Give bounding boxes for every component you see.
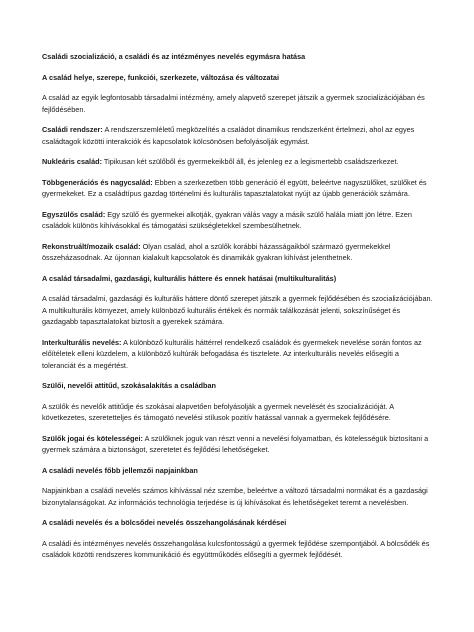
paragraph-text: A rendszerszemléletű megközelítés a családot dinamikus rendszerként értelmezi, ahol az egyes családtagok közötti interakciók és kapcsolatok kölcsönösen befolyásolják egymást. bbox=[42, 125, 415, 146]
paragraph bbox=[42, 177, 434, 200]
section-heading: A családi nevelés főbb jellemzői napjainkban bbox=[42, 465, 198, 475]
paragraph-term: Rekonstruált/mozaik család: bbox=[42, 241, 141, 251]
document-title: Családi szocializáció, a családi és az intézményes nevelés egymásra hatása bbox=[42, 52, 306, 61]
paragraph bbox=[42, 124, 434, 147]
section-heading: A családi nevelés és a bölcsődei nevelés összehangolásának kérdései bbox=[42, 518, 287, 527]
paragraph bbox=[42, 538, 434, 561]
paragraph bbox=[42, 485, 434, 508]
paragraph-text: Tipikusan két szülőből és gyermekeikből áll, és jelenleg ez a legismertebb családszerkezet. bbox=[102, 157, 399, 166]
paragraph-text: Napjainkban a családi nevelés számos kihívással néz szembe, beleértve a változó társadalmi normákat és a gazdasági bizonytalanságokat. Az információs technológia terjedése is új kihívásokat és lehetőségeket teremt a nevelésben. bbox=[42, 486, 428, 507]
paragraph bbox=[42, 156, 434, 168]
paragraph bbox=[42, 92, 434, 115]
paragraph bbox=[42, 433, 434, 456]
section-heading: A család társadalmi, gazdasági, kulturális háttere és ennek hatásai (multikulturalitás) bbox=[42, 273, 337, 283]
paragraph-term: Szülők jogai és kötelességei: bbox=[42, 433, 143, 443]
paragraph-term: Egyszülős család: bbox=[42, 209, 106, 219]
document-body bbox=[42, 72, 434, 561]
paragraph bbox=[42, 209, 434, 232]
paragraph-term: Interkulturális nevelés: bbox=[42, 337, 122, 347]
paragraph bbox=[42, 241, 434, 264]
paragraph-text: Ebben a szerkezetben több generáció él együtt, beleértve nagyszülőket, szülőket és gyermekeket. Ez a családtípus gazdag történelmi és kulturális tapasztalatokat nyújt az újabb generációk számára. bbox=[42, 177, 427, 198]
section-heading: A család helye, szerepe, funkciói, szerkezete, változása és változatai bbox=[42, 72, 279, 82]
paragraph-text: A szülőknek joguk van részt venni a nevelési folyamatban, és kötelességük biztosítani a gyermek számára a biztonságot, szeretetet és fejlődési lehetőségeket. bbox=[42, 433, 429, 454]
paragraph bbox=[42, 401, 434, 424]
paragraph bbox=[42, 293, 434, 328]
paragraph-term: Nukleáris család: bbox=[42, 157, 103, 166]
paragraph-text: Olyan család, ahol a szülők korábbi házasságaikból származó gyermekekkel összeházasodnak. Az újonnan kialakult kapcsolatok és dinamikák gyakran kihívást jelenthetnek. bbox=[42, 241, 391, 262]
paragraph-text: A szülők és nevelők attitűdje és szokásai alapvetően befolyásolják a gyermek nevelését és szocializációját. A következetes, szeretetteljes és támogató nevelési stílusok pozitív hatással vannak a gyermekek fejlődésére. bbox=[42, 401, 394, 422]
paragraph-text: A családi és intézményes nevelés összehangolása kulcsfontosságú a gyermek fejlődése szempontjából. A bölcsődék és családok közötti rendszeres kommunikáció és együttműködés elősegíti a gyermek fejlődését. bbox=[42, 538, 430, 559]
paragraph bbox=[42, 337, 434, 372]
paragraph-text: A család társadalmi, gazdasági és kulturális háttere döntő szerepet játszik a gyermek fejlődésében és szocializációjában. A multikulturális környezet, amely különböző kulturális értékek és normák találkozását jelenti, sokszínűséget és gazdagabb tapasztalatokat biztosít a gyerekek számára. bbox=[42, 294, 433, 326]
paragraph-text: A család az egyik legfontosabb társadalmi intézmény, amely alapvető szerepet játszik a gyermek szocializációjában és fejlődésében. bbox=[42, 93, 425, 114]
paragraph-text: Egy szülő és gyermekei alkotják, gyakran válás vagy a másik szülő halála miatt jön létre. Ezen családok különös kihívásokkal és támogatási szükségletekkel szembesülhetnek. bbox=[42, 209, 412, 230]
paragraph-term: Családi rendszer: bbox=[42, 125, 103, 134]
section-heading: Szülői, nevelői attitűd, szokásalakítás a családban bbox=[42, 381, 216, 390]
paragraph-term: Többgenerációs és nagycsalád: bbox=[42, 177, 153, 187]
paragraph-text: A különböző kulturális háttérrel rendelkező családok és gyermekek nevelése során fontos az előítéletek elleni küzdelem, a különböző kultúrák befogadása és tisztelete. Az interkulturális nevelés elősegíti a toleranciát és a megértést. bbox=[42, 337, 422, 370]
